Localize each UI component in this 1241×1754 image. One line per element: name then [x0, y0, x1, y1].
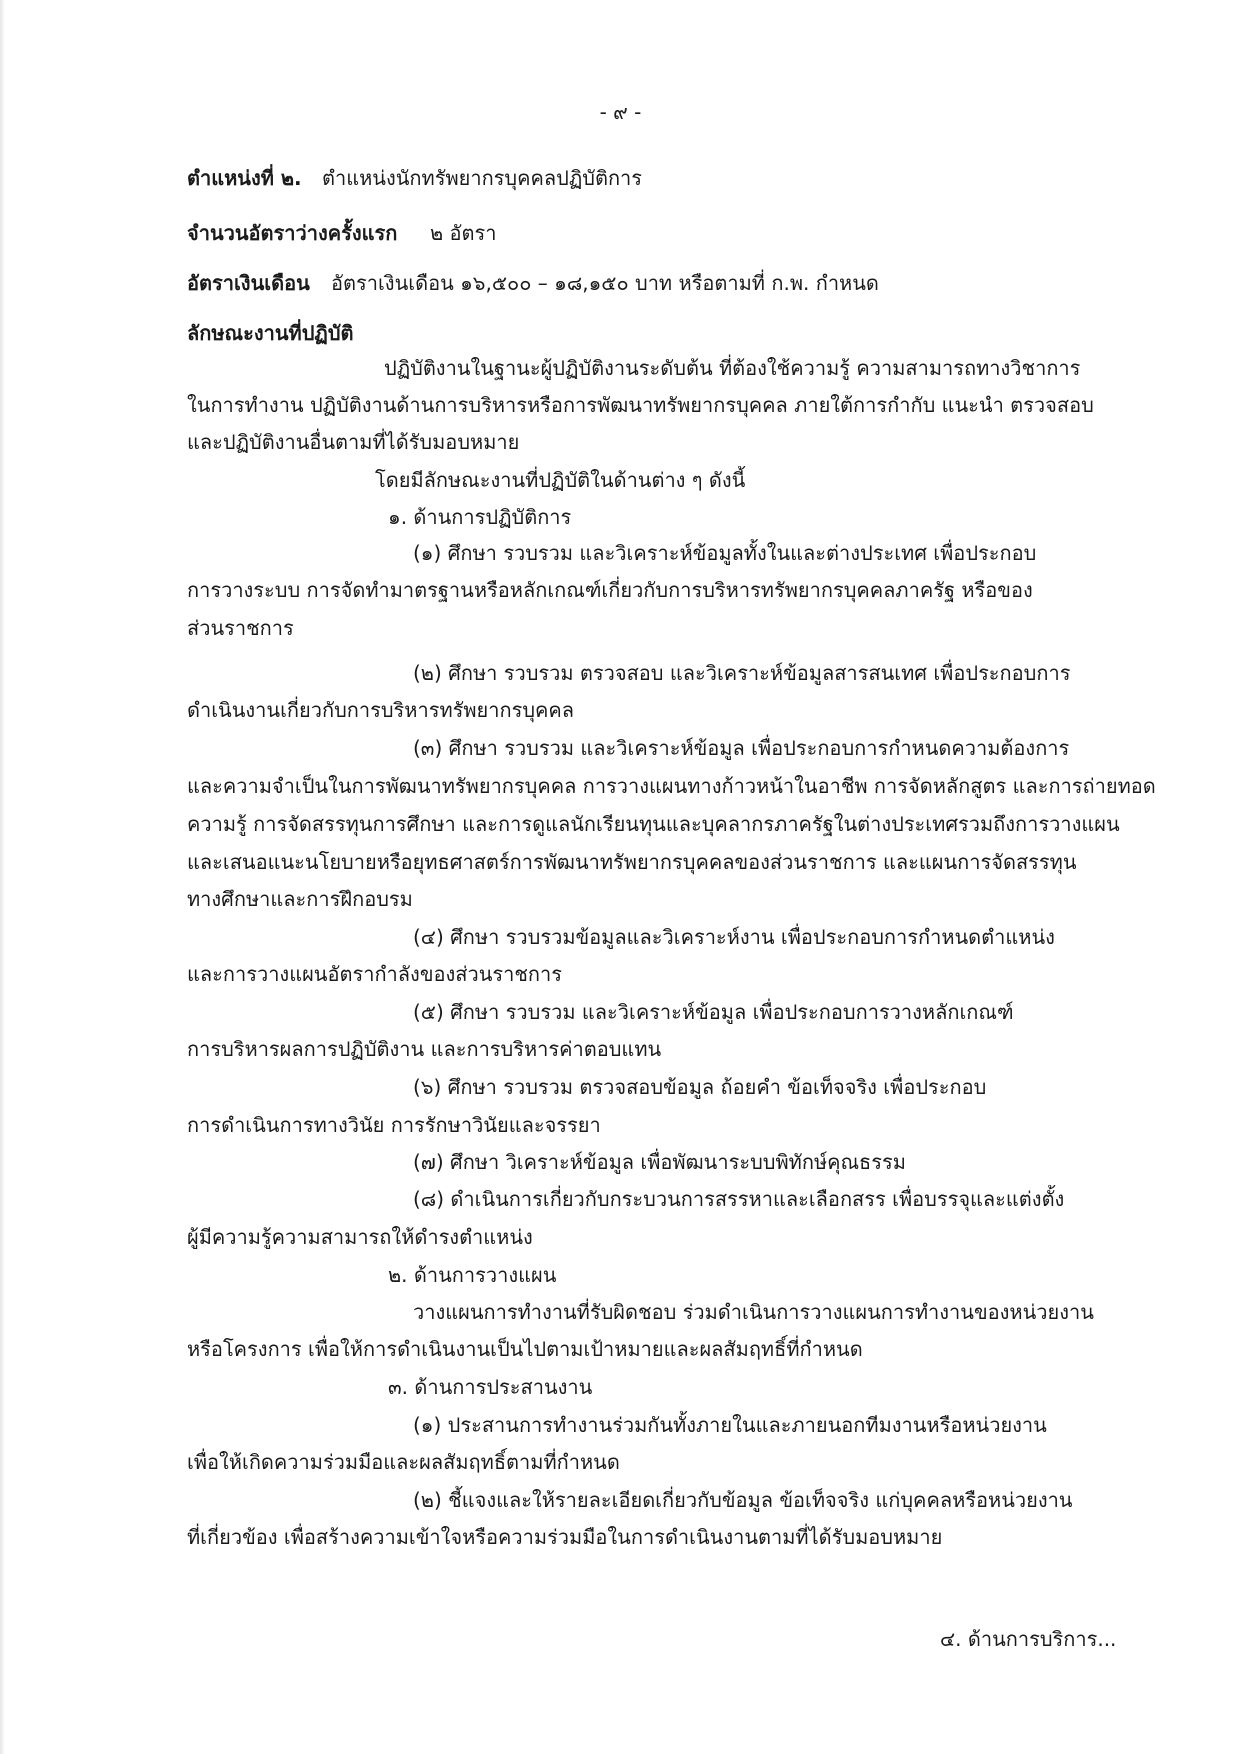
intro-line: ในการทำงาน ปฏิบัติงานด้านการบริหารหรือการพัฒนาทรัพยากรบุคคล ภายใต้การกำกับ แนะนำ ตรวจสอบ	[187, 393, 1094, 417]
section-1-item-3-cont: ทางศึกษาและการฝึกอบรม	[187, 887, 413, 911]
section-1-item-5-cont: การบริหารผลการปฏิบัติงาน และการบริหารค่าตอบแทน	[187, 1037, 662, 1061]
continuation-note: ๔. ด้านการบริการ...	[940, 1627, 1117, 1651]
section-1-item-2: (๒) ศึกษา รวบรวม ตรวจสอบ และวิเคราะห์ข้อมูลสารสนเทศ เพื่อประกอบการ	[413, 661, 1071, 685]
page-number: - ๙ -	[599, 100, 642, 124]
section-1-item-1: (๑) ศึกษา รวบรวม และวิเคราะห์ข้อมูลทั้งในและต่างประเทศ เพื่อประกอบ	[413, 541, 1037, 565]
intro-line: และปฏิบัติงานอื่นตามที่ได้รับมอบหมาย	[187, 430, 520, 454]
section-1-item-8: (๘) ดำเนินการเกี่ยวกับกระบวนการสรรหาและเลือกสรร เพื่อบรรจุและแต่งตั้ง	[413, 1187, 1065, 1211]
intro-line-2: โดยมีลักษณะงานที่ปฏิบัติในด้านต่าง ๆ ดังนี้	[375, 468, 746, 492]
salary-value: อัตราเงินเดือน ๑๖,๕๐๐ – ๑๘,๑๕๐ บาท หรือตามที่ ก.พ. กำหนด	[331, 271, 879, 295]
section-1-item-3: (๓) ศึกษา รวบรวม และวิเคราะห์ข้อมูล เพื่อประกอบการกำหนดความต้องการ	[413, 736, 1070, 760]
section-1-item-1-cont: การวางระบบ การจัดทำมาตรฐานหรือหลักเกณฑ์เกี่ยวกับการบริหารทรัพยากรบุคคลภาครัฐ หรือของ	[187, 578, 1033, 602]
section-1-item-6: (๖) ศึกษา รวบรวม ตรวจสอบข้อมูล ถ้อยคำ ข้อเท็จจริง เพื่อประกอบ	[413, 1075, 987, 1099]
duties-heading: ลักษณะงานที่ปฏิบัติ	[187, 321, 354, 345]
section-3-item-2-cont: ที่เกี่ยวข้อง เพื่อสร้างความเข้าใจหรือความร่วมมือในการดำเนินงานตามที่ได้รับมอบหมาย	[187, 1525, 943, 1549]
section-3-item-1-cont: เพื่อให้เกิดความร่วมมือและผลสัมฤทธิ์ตามที่กำหนด	[187, 1450, 620, 1474]
section-1-item-1-cont: ส่วนราชการ	[187, 616, 294, 640]
intro-line: ปฏิบัติงานในฐานะผู้ปฏิบัติงานระดับต้น ที่ต้องใช้ความรู้ ความสามารถทางวิชาการ	[384, 356, 1081, 380]
section-2-title: ๒. ด้านการวางแผน	[388, 1263, 557, 1287]
section-1-item-2-cont: ดำเนินงานเกี่ยวกับการบริหารทรัพยากรบุคคล	[187, 698, 575, 722]
section-1-item-5: (๕) ศึกษา รวบรวม และวิเคราะห์ข้อมูล เพื่อประกอบการวางหลักเกณฑ์	[413, 1000, 1014, 1024]
position-value: ตำแหน่งนักทรัพยากรบุคคลปฏิบัติการ	[322, 166, 643, 190]
vacancy-label: จำนวนอัตราว่างครั้งแรก	[187, 221, 398, 245]
section-1-item-6-cont: การดำเนินการทางวินัย การรักษาวินัยและจรรยา	[187, 1113, 601, 1137]
section-1-item-8-cont: ผู้มีความรู้ความสามารถให้ดำรงตำแหน่ง	[187, 1225, 533, 1249]
position-label: ตำแหน่งที่ ๒.	[187, 166, 302, 190]
section-1-item-3-cont: ความรู้ การจัดสรรทุนการศึกษา และการดูแลนักเรียนทุนและบุคลากรภาครัฐในต่างประเทศรวมถึงการวางแผน	[187, 812, 1120, 836]
salary-label: อัตราเงินเดือน	[187, 271, 310, 295]
section-3-title: ๓. ด้านการประสานงาน	[388, 1375, 593, 1399]
section-1-title: ๑. ด้านการปฏิบัติการ	[388, 505, 572, 529]
section-2-line: หรือโครงการ เพื่อให้การดำเนินงานเป็นไปตามเป้าหมายและผลสัมฤทธิ์ที่กำหนด	[187, 1337, 863, 1361]
section-3-item-1: (๑) ประสานการทำงานร่วมกันทั้งภายในและภายนอกทีมงานหรือหน่วยงาน	[413, 1413, 1047, 1437]
section-1-item-3-cont: และความจำเป็นในการพัฒนาทรัพยากรบุคคล การวางแผนทางก้าวหน้าในอาชีพ การจัดหลักสูตร และการถ่ายทอด	[187, 774, 1156, 798]
section-2-line: วางแผนการทำงานที่รับผิดชอบ ร่วมดำเนินการวางแผนการทำงานของหน่วยงาน	[413, 1300, 1094, 1324]
section-1-item-7: (๗) ศึกษา วิเคราะห์ข้อมูล เพื่อพัฒนาระบบพิทักษ์คุณธรรม	[413, 1150, 906, 1174]
section-1-item-4: (๔) ศึกษา รวบรวมข้อมูลและวิเคราะห์งาน เพื่อประกอบการกำหนดตำแหน่ง	[413, 925, 1055, 949]
scan-edge	[0, 0, 5, 1754]
section-3-item-2: (๒) ชี้แจงและให้รายละเอียดเกี่ยวกับข้อมูล ข้อเท็จจริง แก่บุคคลหรือหน่วยงาน	[413, 1488, 1073, 1512]
vacancy-value: ๒ อัตรา	[430, 221, 497, 245]
section-1-item-4-cont: และการวางแผนอัตรากำลังของส่วนราชการ	[187, 962, 562, 986]
section-1-item-3-cont: และเสนอแนะนโยบายหรือยุทธศาสตร์การพัฒนาทรัพยากรบุคคลของส่วนราชการ และแผนการจัดสรรทุน	[187, 850, 1077, 874]
